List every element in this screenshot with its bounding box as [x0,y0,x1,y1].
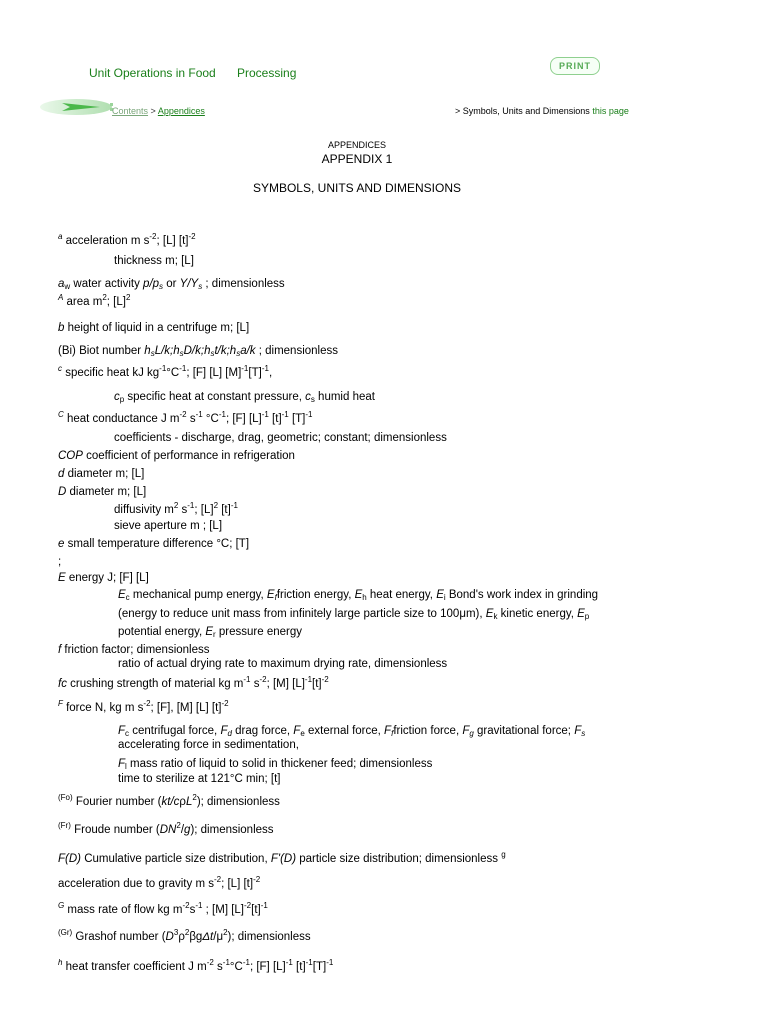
entry-F-alt2: accelerating force in sedimentation, [118,739,299,751]
entry-e: e small temperature difference °C; [T] [58,538,250,550]
back-arrow-icon[interactable] [40,98,118,116]
entry-F-alt4: time to sterilize at 121°C min; [t] [118,773,281,785]
entry-f: f friction factor; dimensionless [58,644,210,656]
entry-D-alt2: sieve aperture m ; [L] [114,520,223,532]
section-heading: APPENDICES [327,140,387,150]
topic-nav [455,106,629,116]
entry-c: $^c$ specific heat kJ $kg^{-1}^\circ C^{-1}$; [F] [L] $[M]^{-1}[T]^{-1}$, [58,364,273,379]
entry-A: $^A$ area $m^2$; $[L]^2$ [58,293,131,308]
entry-d: d diameter m; [L] [58,468,145,480]
breadcrumb-contents-link[interactable]: Contents [112,106,149,116]
entry-Fo: $^{(Fo)}$ Fourier number (kt/cρL$^2$); dimensionless [58,793,280,808]
entry-Fr: $^{(Fr)}$ Froude number $(DN^2/g)$; dimensionless [58,821,274,836]
entry-COP: COP coefficient of performance in refrigeration [58,450,295,462]
entry-D-alt1: diffusivity $m^2$ $s^{-1}$; $[L]^2$ $[t]^{-1}$ [114,501,238,516]
topic-link[interactable]: > Symbols, Units and Dimensions [455,106,590,116]
entry-Gr: $^{(Gr)}$ Grashof number $(D^3\rho^2\beta g\Delta t/\mu^2)$; dimensionless [58,928,311,943]
entry-Bi: (Bi) Biot number $h_sL/k;h_sD/k;h_st/k;h_sa/k$ ; dimensionless [58,345,339,358]
entry-F-alt3: $F_l$ mass ratio of liquid to solid in thickener feed; dimensionless [118,758,433,771]
entry-h: $^h$ heat transfer coefficient J $m^{-2}$ $s^{-1}^\circ C^{-1}$; [F] $[L]^{-1}$ $[t]^{-1}[T]^{-1}$ [58,958,334,973]
entry-f-alt: ratio of actual drying rate to maximum drying rate, dimensionless [118,658,448,670]
entry-E-alt3: potential energy, $E_r$ pressure energy [118,626,303,639]
entry-D: D diameter m; [L] [58,486,147,498]
print-button[interactable]: PRINT [550,57,600,75]
entry-g: acceleration due to gravity m $s^{-2}$; [L] $[t]^{-2}$ [58,875,261,890]
entry-C: $^C$ heat conductance J $m^{-2}$ $s^{-1}$ $^\circ C^{-1}$; [F] $[L]^{-1}$ $[t]^{-1}$ $[T]^{-1}$ [58,410,313,425]
entry-fc: fc crushing strength of material kg $m^{-1}$ $s^{-2}$; [M] $[L]^{-1}[t]^{-2}$ [58,675,329,690]
entry-FD: F(D) Cumulative particle size distribution, F'(D) particle size distribution; dimensionless $^g$ [58,850,506,865]
site-title-part2[interactable]: Processing [237,66,297,80]
entry-c-alt: $c_p$ specific heat at constant pressure, $c_s$ humid heat [114,391,375,404]
breadcrumb [112,106,205,116]
entry-aw: $a_w$ water activity $p/p_s$ or $Y/Y_s$ ; dimensionless [58,278,285,291]
entry-C-alt: coefficients - discharge, drag, geometric; constant; dimensionless [114,432,447,444]
site-title-part1[interactable]: Unit Operations in Food [89,66,216,80]
entry-a: $^a$ acceleration m $s^{-2}$; [L] $[t]^{-2}$ [58,232,196,247]
entry-G: $^G$ mass rate of flow kg $m^{-2}s^{-1}$ ; [M] $[L]^{-2}[t]^{-1}$ [58,901,268,916]
entry-E-alt2: (energy to reduce unit mass from infinitely large particle size to 100μm), $E_k$ kinetic energy, $E_p$ [118,608,590,621]
entry-E: E energy J; [F] [L] [58,572,149,584]
this-page-link[interactable]: this page [592,106,629,116]
entry-F-alt1: $F_c$ centrifugal force, $F_d$ drag force, $F_e$ external force, $F_ffriction$ force, $F_g$ gravitational force; $F_s$ [118,725,586,738]
breadcrumb-separator: > [150,106,156,116]
page-subtitle: SYMBOLS, UNITS AND DIMENSIONS [252,181,462,195]
entry-b: b height of liquid in a centrifuge m; [L] [58,322,250,334]
entry-F: $^F$ force N, kg m $s^{-2}$; [F], [M] [L] $[t]^{-2}$ [58,699,229,714]
appendix-heading: APPENDIX 1 [321,152,393,166]
breadcrumb-appendices-link[interactable]: Appendices [157,106,205,116]
entry-E-alt1: $E_c$ mechanical pump energy, $E_ffriction$ energy, $E_h$ heat energy, $E_i$ Bond's work index in grinding [118,589,599,602]
stray-semicolon: ; [58,556,62,568]
entry-a-alt: thickness m; [L] [114,255,194,267]
